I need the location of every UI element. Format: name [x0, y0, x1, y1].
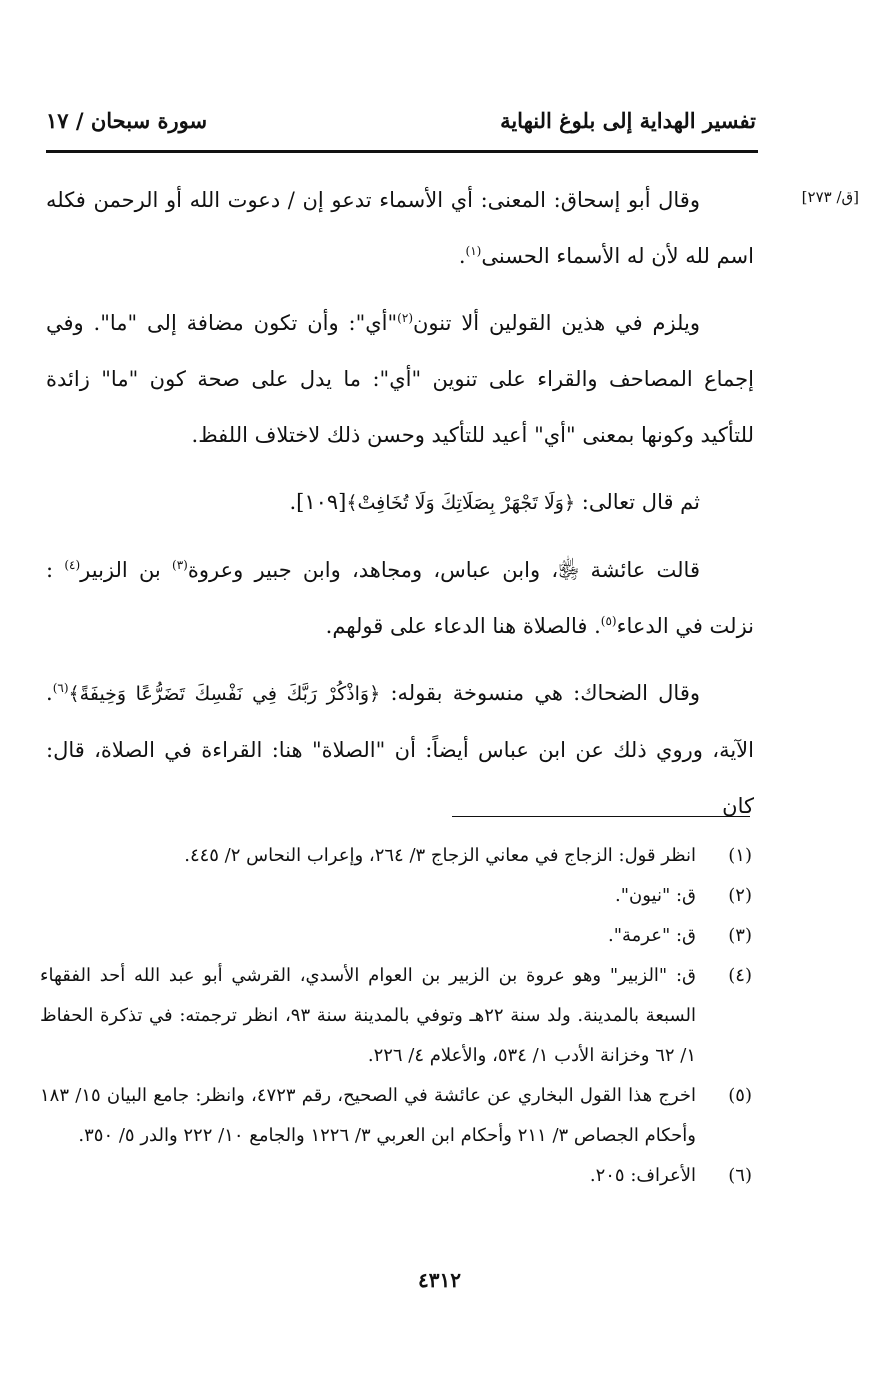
paragraph-4-text-c: : نزلت في الدعاء [46, 558, 754, 638]
manuscript-reference: [ق/ ٢٧٣] [801, 188, 859, 206]
footnote-text: ق: "الزبير" وهو عروة بن الزبير بن العوام الأسدي، القرشي أبو عبد الله أحد الفقهاء السبعة بالمدينة. ولد سنة ٢٢هـ وتوفي بالمدينة سنة ٩٣، انظر ترجمته: في تذكرة الحفاظ ١/ ٦٢ وخزانة الأدب ١/ ٥٣٤، والأعلام ٤/ ٢٢٦. [40, 965, 696, 1066]
paragraph-4-text-b: بن الزبير [80, 558, 161, 582]
footnote-ref-1: (١) [465, 244, 482, 258]
footnote-number: (١) [728, 845, 752, 866]
paragraph-2-text-a: ويلزم في هذين القولين ألا تنون [413, 311, 700, 335]
paragraph-5-text-b: . الآية، وروي ذلك عن ابن عباس أيضاً: أن "الصلاة" هنا: القراءة في الصلاة، قال: كان [46, 681, 754, 818]
footnote-ref-5: (٥) [600, 614, 617, 628]
paragraph-3-text: ثم قال تعالى: [581, 490, 700, 514]
paragraph-1 [46, 172, 754, 284]
footnote-ref-4: (٤) [64, 558, 81, 572]
paragraph-1-end: . [458, 244, 466, 268]
footnote-text: ق: "نيون". [615, 885, 696, 906]
book-title: تفسير الهداية إلى بلوغ النهاية [500, 108, 756, 133]
paragraph-2 [46, 295, 754, 463]
footnote-number: (٦) [728, 1165, 752, 1186]
footnote-number: (٣) [728, 925, 752, 946]
verse-reference: [١٠٩]. [289, 490, 347, 514]
footnote-6 [40, 1156, 752, 1196]
paragraph-4-text-a: قالت عائشة ﵂، وابن عباس، ومجاهد، وابن جبير وعروة [187, 558, 700, 582]
running-header [46, 108, 756, 148]
header-rule [46, 150, 758, 153]
quran-verse-2: ﴿وَاذْكُرْ رَبَّكَ فِي نَفْسِكَ تَضَرُّعًا وَخِيفَةً﴾ [68, 683, 381, 705]
footnote-4 [40, 956, 752, 1076]
footnotes [40, 836, 752, 1196]
footnote-3 [40, 916, 752, 956]
paragraph-1-text: وقال أبو إسحاق: المعنى: أي الأسماء تدعو إن / دعوت الله أو الرحمن فكله اسم لله لأن له الأسماء الحسنى [46, 188, 754, 268]
paragraph-4 [46, 542, 754, 654]
footnote-number: (٥) [728, 1085, 752, 1106]
footnote-1 [40, 836, 752, 876]
paragraph-5 [46, 665, 754, 834]
footnote-text: الأعراف: ٢٠٥. [589, 1165, 696, 1186]
page-number: ٤٣١٢ [418, 1268, 461, 1292]
quran-verse-1: ﴿وَلَا تَجْهَرْ بِصَلَاتِكَ وَلَا تُخَافِتْ﴾ [346, 492, 576, 514]
paragraph-3 [46, 474, 754, 531]
footnote-text: ق: "عرمة". [608, 925, 696, 946]
paragraph-5-text-a: وقال الضحاك: هي منسوخة بقوله: [390, 681, 700, 705]
surah-label: سورة سبحان / ١٧ [46, 108, 208, 133]
paragraph-4-text-d: . فالصلاة هنا الدعاء على قولهم. [325, 614, 601, 638]
footnote-2 [40, 876, 752, 916]
footnote-ref-2: (٢) [397, 311, 413, 325]
paragraph-2-text-b: "أي": وأن تكون مضافة إلى "ما". وفي إجماع المصاحف والقراء على تنوين "أي": ما يدل على صحة كون "ما" زائدة للتأكيد وكونها بمعنى "أي" أعيد للتأكيد وحسن ذلك لاختلاف اللفظ. [46, 311, 754, 447]
footnote-number: (٤) [728, 965, 752, 986]
footnote-text: انظر قول: الزجاج في معاني الزجاج ٣/ ٢٦٤، وإعراب النحاس ٢/ ٤٤٥. [184, 845, 696, 866]
footnote-ref-3: (٣) [172, 558, 188, 572]
footnote-separator [452, 816, 750, 817]
footnote-ref-6: (٦) [52, 681, 69, 695]
footnote-number: (٢) [728, 885, 752, 906]
footnote-5 [40, 1076, 752, 1156]
main-text [46, 172, 754, 845]
footnote-text: اخرج هذا القول البخاري عن عائشة في الصحيح، رقم ٤٧٢٣، وانظر: جامع البيان ١٥/ ١٨٣ وأحكام الجصاص ٣/ ٢١١ وأحكام ابن العربي ٣/ ١٢٢٦ والجامع ١٠/ ٢٢٢ والدر ٥/ ٣٥٠. [40, 1085, 697, 1146]
